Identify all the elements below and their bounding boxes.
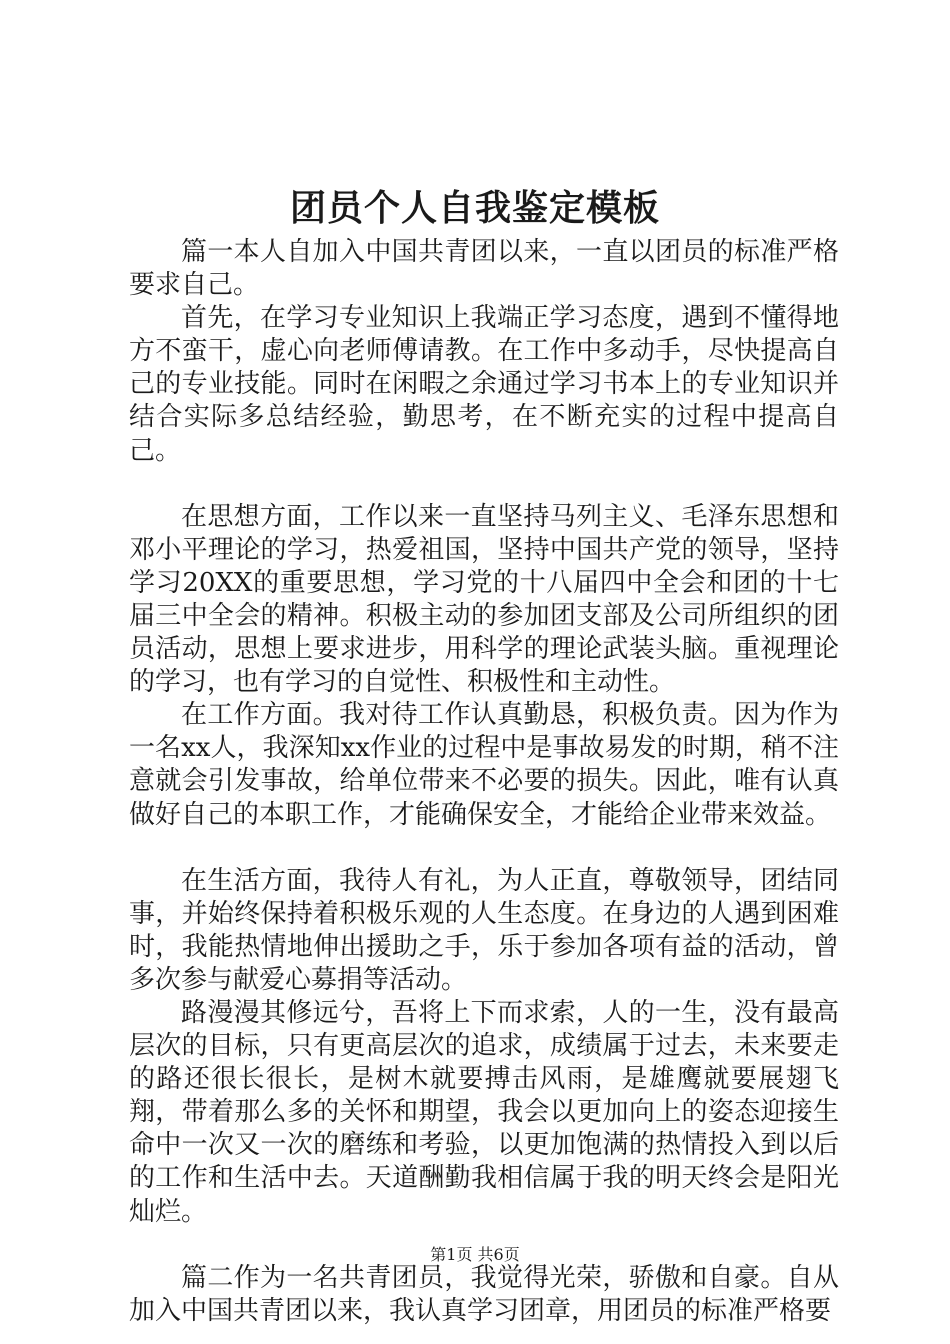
document-title: 团员个人自我鉴定模板 — [289, 187, 660, 229]
paragraph-thought: 在思想方面，工作以来一直坚持马列主义、毛泽东思想和邓小平理论的学习，热爱祖国，坚持中国共产党的领导，坚持学习20XX的重要思想，学习党的十八届四中全会和团的十七届三中全会的精神。积极主动的参加团支部及公司所组织的团员活动，思想上要求进步，用科学的理论武装头脑。重视理论的学习，也有学习的自觉性、积极性和主动性。 — [129, 501, 839, 698]
paragraph-work: 在工作方面。我对待工作认真勤恳，积极负责。因为作为一名xx人，我深知xx作业的过程中是事故易发的时期，稍不注意就会引发事故，给单位带来不必要的损失。因此，唯有认真做好自己的本职工作，才能确保安全，才能给企业带来效益。 — [129, 700, 839, 830]
document-body — [129, 236, 839, 1328]
paragraph-intro: 篇一本人自加入中国共青团以来，一直以团员的标准严格要求自己。 — [129, 237, 839, 301]
page-number-footer: 第1页 共6页 — [430, 1245, 520, 1264]
paragraph-study: 首先，在学习专业知识上我端正学习态度，遇到不懂得地方不蛮干，虚心向老师傅请教。在工作中多动手，尽快提高自己的专业技能。同时在闲暇之余通过学习书本上的专业知识并结合实际多总结经验，勤思考，在不断充实的过程中提高自己。 — [129, 303, 839, 466]
paragraph-part-two: 篇二作为一名共青团员，我觉得光荣，骄傲和自豪。自从加入中国共青团以来，我认真学习团章，用团员的标准严格要 — [129, 1262, 839, 1326]
paragraph-life: 在生活方面，我待人有礼，为人正直，尊敬领导，团结同事，并始终保持着积极乐观的人生态度。在身边的人遇到困难时，我能热情地伸出援助之手，乐于参加各项有益的活动，曾多次参与献爱心募捐等活动。 — [129, 865, 839, 995]
paragraph-gap — [129, 468, 839, 501]
paragraph-conclusion: 路漫漫其修远兮，吾将上下而求索，人的一生，没有最高层次的目标，只有更高层次的追求，成绩属于过去，未来要走的路还很长很长，是树木就要搏击风雨，是雄鹰就要展翅飞翔，带着那么多的关怀和期望，我会以更加向上的姿态迎接生命中一次又一次的磨练和考验，以更加饱满的热情投入到以后的工作和生活中去。天道酬勤我相信属于我的明天终会是阳光灿烂。 — [129, 997, 839, 1227]
paragraph-gap — [129, 832, 839, 865]
